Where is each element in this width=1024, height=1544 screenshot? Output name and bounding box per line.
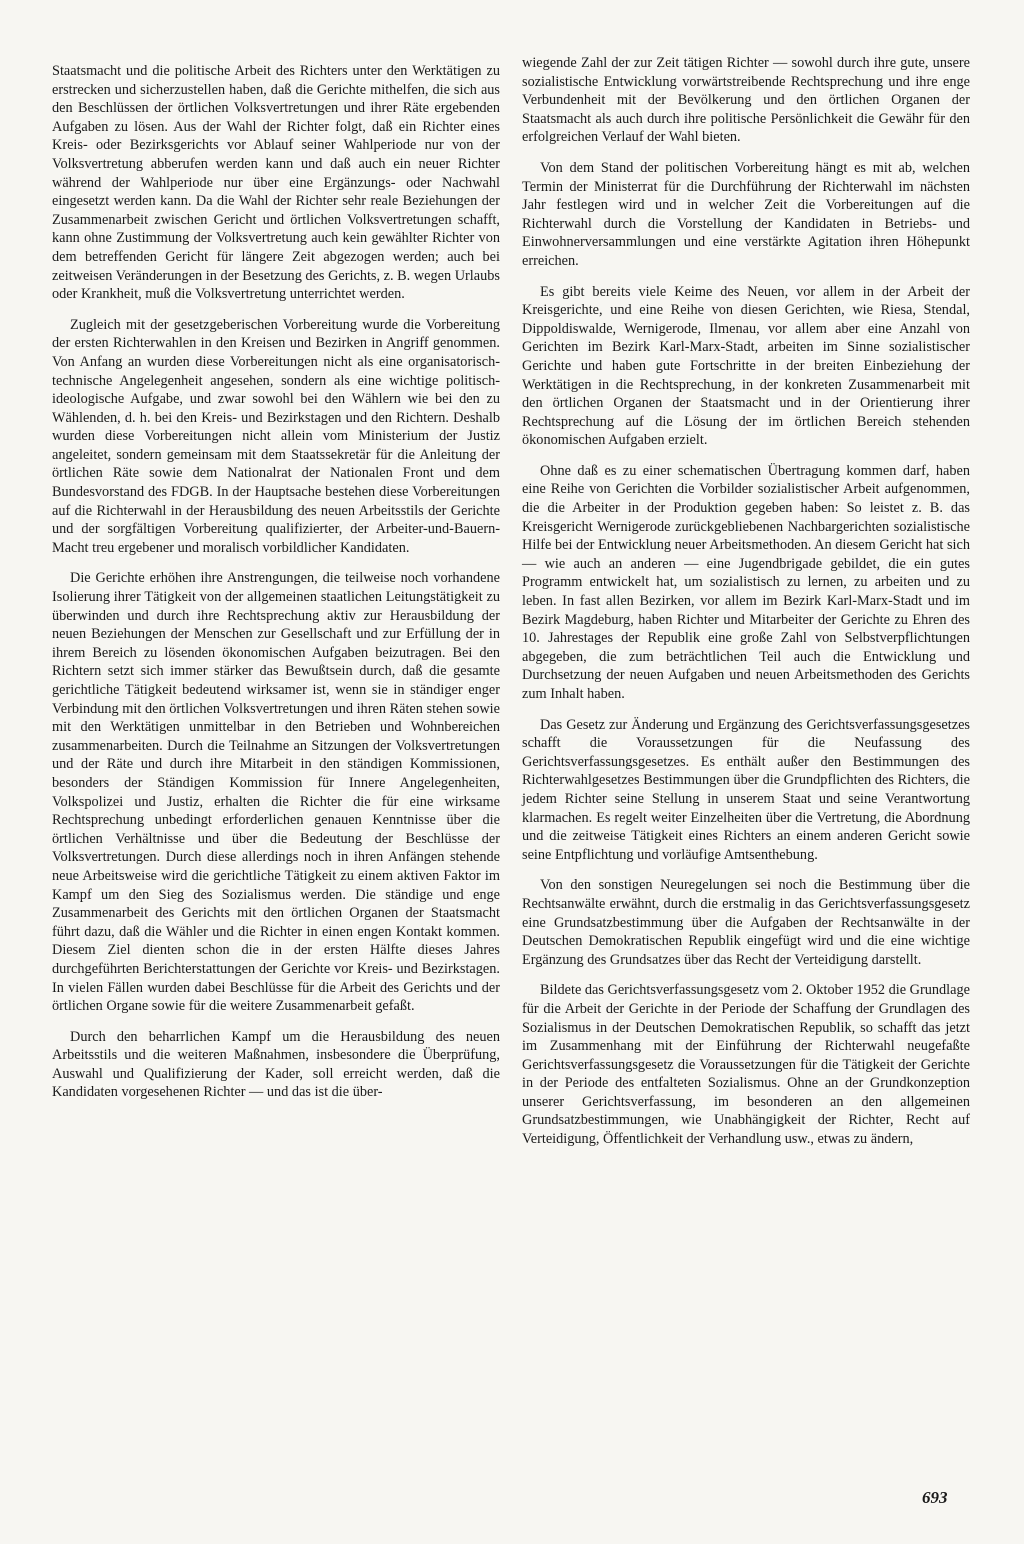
- left-column: [52, 62, 500, 1102]
- paragraph: Die Gerichte erhöhen ihre Anstrengungen, die teilweise noch vorhandene Isolierung ihrer Tätigkeit von der allgemeinen staatlichen Leitungstätigkeit zu überwinden und durch ihre Rechtsprechung aktiv zur Herausbildung der neuen Beziehungen der Menschen zur Gesellschaft und zur Erfüllung der in ihrem Bereich zu lösenden ökonomischen Aufgaben beizutragen. Bei den Richtern setzt sich immer stärker das Bewußtsein durch, daß die gesamte gerichtliche Tätigkeit bedeutend wirksamer ist, wenn sie in ständiger enger Verbindung mit den örtlichen Volksvertretungen und ihren Räten stehen sowie mit den Werktätigen unmittelbar in den Betrieben und Wohnbereichen zusammenarbeiten. Durch die Teilnahme an Sitzungen der Volksvertretungen und der Räte und durch ihre Mitarbeit in den ständigen Kommissionen, besonders der Ständigen Kommission für Innere Angelegenheiten, Volkspolizei und Justiz, erhalten die Richter die für eine wirksame Rechtsprechung unbedingt erforderlichen genauen Kenntnisse über die örtlichen Verhältnisse und über die Bedeutung der Beschlüsse der Volksvertretungen. Durch diese allerdings noch in ihren Anfängen stehende neue Arbeitsweise wird die gerichtliche Tätigkeit zu einem aktiven Faktor im Kampf um den Sieg des Sozialismus werden. Die ständige und enge Zusammenarbeit des Gerichts mit den örtlichen Organen der Staatsmacht führt dazu, daß die Wähler und die Richter in einen engen Kontakt kommen. Diesem Ziel dienten schon die in der ersten Hälfte dieses Jahres durchgeführten Berichterstattungen der Gerichte vor Kreis- und Bezirkstagen. In vielen Fällen wurden dabei Beschlüsse für die Arbeit des Gerichts und der örtlichen Organe sowie für die weitere Zusammenarbeit gefaßt.: [52, 570, 500, 1015]
- paragraph: Durch den beharrlichen Kampf um die Herausbildung des neuen Arbeitsstils und die weiteren Maßnahmen, insbesondere die Überprüfung, Auswahl und Qualifizierung der Kader, soll erreicht werden, daß die Kandidaten vorgesehenen Richter — und das ist die über-: [52, 1028, 500, 1101]
- paragraph: Das Gesetz zur Änderung und Ergänzung des Gerichtsverfassungsgesetzes schafft die Voraussetzungen für die Neufassung des Gerichtsverfassungsgesetzes. Es enthält außer den Bestimmungen des Richterwahlgesetzes Bestimmungen über die Grundpflichten des Richters, die jedem Richter seine Stellung in unserem Staat und seine Verantwortung klarmachen. Es regelt weiter Einzelheiten über die Vertretung, die Abordnung und die zeitweise Tätigkeit eines Richters an einem anderen Gericht sowie seine Entpflichtung und vorläufige Amtsenthebung.: [522, 716, 970, 863]
- right-column: [522, 54, 970, 1149]
- paragraph: Von den sonstigen Neuregelungen sei noch die Bestimmung über die Rechtsanwälte erwähnt, durch die erstmalig in das Gerichtsverfassungsgesetz eine Grundsatzbestimmung über die Aufgaben der Rechtsanwälte in der Deutschen Demokratischen Republik eingefügt wird und die eine wichtige Ergänzung des Grundsatzes über das Recht der Verteidigung darstellt.: [522, 877, 970, 968]
- paragraph: wiegende Zahl der zur Zeit tätigen Richter — sowohl durch ihre gute, unsere sozialistische Entwicklung vorwärtstreibende Rechtsprechung und ihre enge Verbundenheit mit der Bevölkerung und den örtlichen Organen der Staatsmacht als auch durch ihre politische Persönlichkeit die Gewähr für den erfolgreichen Verlauf der Wahl bieten.: [522, 55, 970, 146]
- paragraph: Es gibt bereits viele Keime des Neuen, vor allem in der Arbeit der Kreisgerichte, und eine Reihe von diesen Gerichten, wie Riesa, Stendal, Dippoldiswalde, Wernigerode, Ilmenau, vor allem aber eine Anzahl von Gerichten im Bezirk Karl-Marx-Stadt, arbeiten im Sinne sozialistischer Gerichte und haben gute Fortschritte in der breiten Einbeziehung der Werktätigen in die Rechtsprechung, in der konkreten Zusammenarbeit mit den örtlichen Organen der Staatsmacht und in der Orientierung ihrer Rechtsprechung auf die Lösung der im örtlichen Bereich stehenden ökonomischen Aufgaben erzielt.: [522, 283, 970, 449]
- paragraph: Von dem Stand der politischen Vorbereitung hängt es mit ab, welchen Termin der Ministerrat für die Durchführung der Richterwahl im nächsten Jahr festlegen wird und in welcher Zeit die Vorbereitungen auf die Richterwahl durch die Vorstellung der Kandidaten in Betriebs- und Einwohnerversammlungen und eine verstärkte Agitation ihren Höhepunkt erreichen.: [522, 159, 970, 269]
- page-number: 693: [922, 1488, 948, 1507]
- paragraph: Bildete das Gerichtsverfassungsgesetz vom 2. Oktober 1952 die Grundlage für die Arbeit der Gerichte in der Periode der Schaffung der Grundlagen des Sozialismus in der Deutschen Demokratischen Republik, so schafft das jetzt im Zusammenhang mit der Einführung der Richterwahl neugefaßte Gerichtsverfassungsgesetz die Voraussetzungen für die Tätigkeit der Gerichte in der Periode des entfalteten Sozialismus. Ohne an der Grundkonzeption unserer Gerichtsverfassung, im besonderen an den allgemeinen Grundsatzbestimmungen, wie Unabhängigkeit der Richter, Recht auf Verteidigung, Öffentlichkeit der Verhandlung usw., etwas zu ändern,: [522, 982, 970, 1148]
- paragraph: Ohne daß es zu einer schematischen Übertragung kommen darf, haben eine Reihe von Gerichten die Vorbilder sozialistischer Arbeit aufgenommen, die die Arbeiter in der Produktion gegeben haben: So leistet z. B. das Kreisgericht Wernigerode zurückgebliebenen Nachbargerichten sozialistische Hilfe bei der Entwicklung neuer Arbeitsmethoden. An diesem Gericht hat sich — wie auch an anderen — eine Jugendbrigade gebildet, die ein gutes Programm entwickelt hat, um sozialistisch zu lernen, zu arbeiten und zu leben. In fast allen Bezirken, vor allem im Bezirk Karl-Marx-Stadt und im Bezirk Magdeburg, haben Richter und Mitarbeiter der Gerichte zu Ehren des 10. Jahrestages der Republik eine große Zahl von Selbstverpflichtungen abgegeben, die zum beträchtlichen Teil auch die Entwicklung und Durchsetzung der neuen Aufgaben und neuen Arbeitsmethoden des Gerichts zum Inhalt haben.: [522, 462, 970, 702]
- paragraph: Staatsmacht und die politische Arbeit des Richters unter den Werktätigen zu erstrecken und sicherzustellen haben, daß die Gerichte mithelfen, die sich aus den Beschlüssen der örtlichen Volksvertretungen und ihrer Räte ergebenden Aufgaben zu lösen. Aus der Wahl der Richter folgt, daß ein Richter eines Kreis- oder Bezirksgerichts vor Ablauf seiner Wahlperiode nur von der Volksvertretung abberufen werden kann und daß auch ein neuer Richter während der Wahlperiode nur über eine Ergänzungs- oder Nachwahl eingesetzt werden kann. Da die Wahl der Richter sehr reale Beziehungen der Zusammenarbeit zwischen Gericht und örtlichen Volksvertretungen schafft, kann ohne Zustimmung der Volksvertretung auch kein gewählter Richter von dem betreffenden Gericht für längere Zeit abgezogen werden; auch bei zeitweisen Veränderungen in der Besetzung des Gerichts, z. B. wegen Urlaubs oder Krankheit, muß die Volksvertretung unterrichtet werden.: [52, 63, 500, 303]
- paragraph: Zugleich mit der gesetzgeberischen Vorbereitung wurde die Vorbereitung der ersten Richterwahlen in den Kreisen und Bezirken in Angriff genommen. Von Anfang an wurden diese Vorbereitungen nicht als eine organisatorisch-technische Angelegenheit angesehen, sondern als eine wichtige politisch-ideologische Aufgabe, und zwar sowohl bei den Wählern wie bei den zu Wählenden, d. h. bei den Kreis- und Bezirkstagen und den Richtern. Deshalb wurden diese Vorbereitungen nicht allein vom Ministerium der Justiz angeleitet, sondern gemeinsam mit dem Staatssekretär für die Anleitung der örtlichen Räte sowie dem Nationalrat der Nationalen Front und dem Bundesvorstand des FDGB. In der Hauptsache bestehen diese Vorbereitungen auf die Richterwahl in der Herausbildung des neuen Arbeitsstils der Gerichte und der sorgfältigen Vorbereitung qualifizierter, der Arbeiter-und-Bauern-Macht treu ergebener und moralisch vorbildlicher Kandidaten.: [52, 316, 500, 556]
